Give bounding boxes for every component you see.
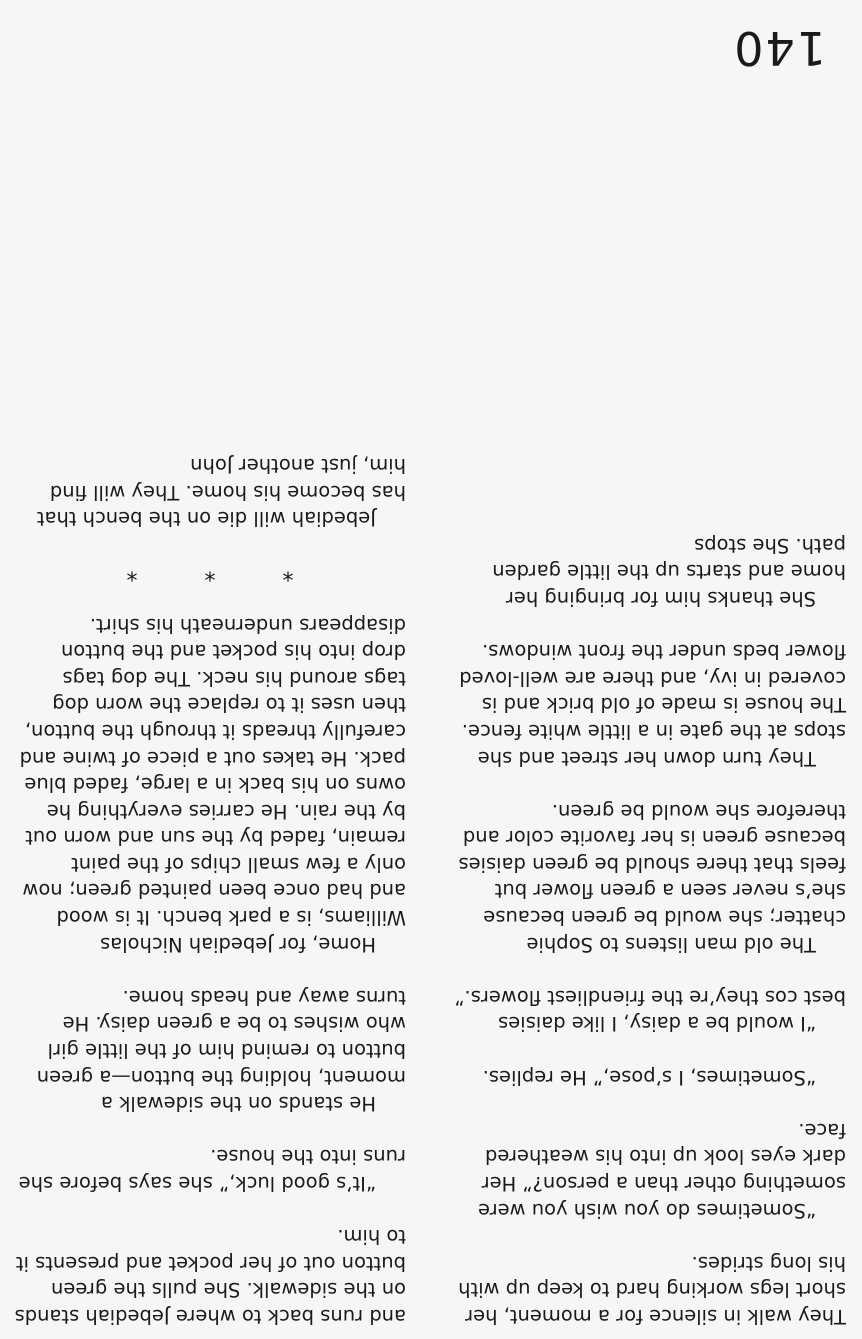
section-separator: * * *: [96, 559, 294, 585]
paragraph: Home, for Jebediah Nicholas Williams, is a park bench. It is wood and had once been painted green; now only a few small chips of the paint remain, faded by the sun and worn out by the rain. He carries everything he owns on his back in a large, faded blue pack. He takes out a piece of twine and carefully threads it through the button, then uses it to replace the worn dog tags around his neck. The dog tags drop into his pocket and the button disappears underneath his shirt.: [19, 613, 406, 956]
page-number: 140: [732, 21, 826, 75]
paragraph: “It’s good luck,” she says before she runs into the house.: [18, 1145, 406, 1196]
paragraph: They turn down her street and she stops at the gate in a little white fence. The house is made of old brick and is covered in ivy, and there are well-loved flower beds under the front windows.: [459, 640, 846, 770]
right-column: [14, 425, 406, 1329]
paragraph: “I would be a daisy, I like daisies best cos they’re the friendliest flowers.”: [454, 985, 846, 1036]
paragraph: “Sometimes do you wish you were something other than a person?” Her dark eyes look up into his weathered face.: [478, 1118, 846, 1222]
paragraph: She thanks him for bringing her home and starts up the little garden path. She stops: [492, 533, 846, 610]
paragraph: He stands on the sidewalk a moment, holding the button—a green button to remind him of the little girl who wishes to be a green daisy. He turns away and heads home.: [36, 985, 406, 1116]
paragraph: “Sometimes, I s’pose,” He replies.: [482, 1065, 816, 1089]
paragraph: They walk in silence for a moment, her short legs working hard to keep up with his long strides.: [458, 1251, 846, 1328]
paragraph: Jebediah will die on the bench that has become his home. They will find him, just another John: [36, 454, 406, 531]
left-column: [454, 505, 846, 1329]
paragraph: and runs back to where Jebediah stands on the sidewalk. She pulls the green button out of her pocket and presents it to him.: [14, 1225, 406, 1328]
paragraph: The old man listens to Sophie chatter; she would be green because she’s never seen a green flower but feels that there should be green daisies because green is her favorite color and therefore she would be green.: [458, 799, 846, 956]
